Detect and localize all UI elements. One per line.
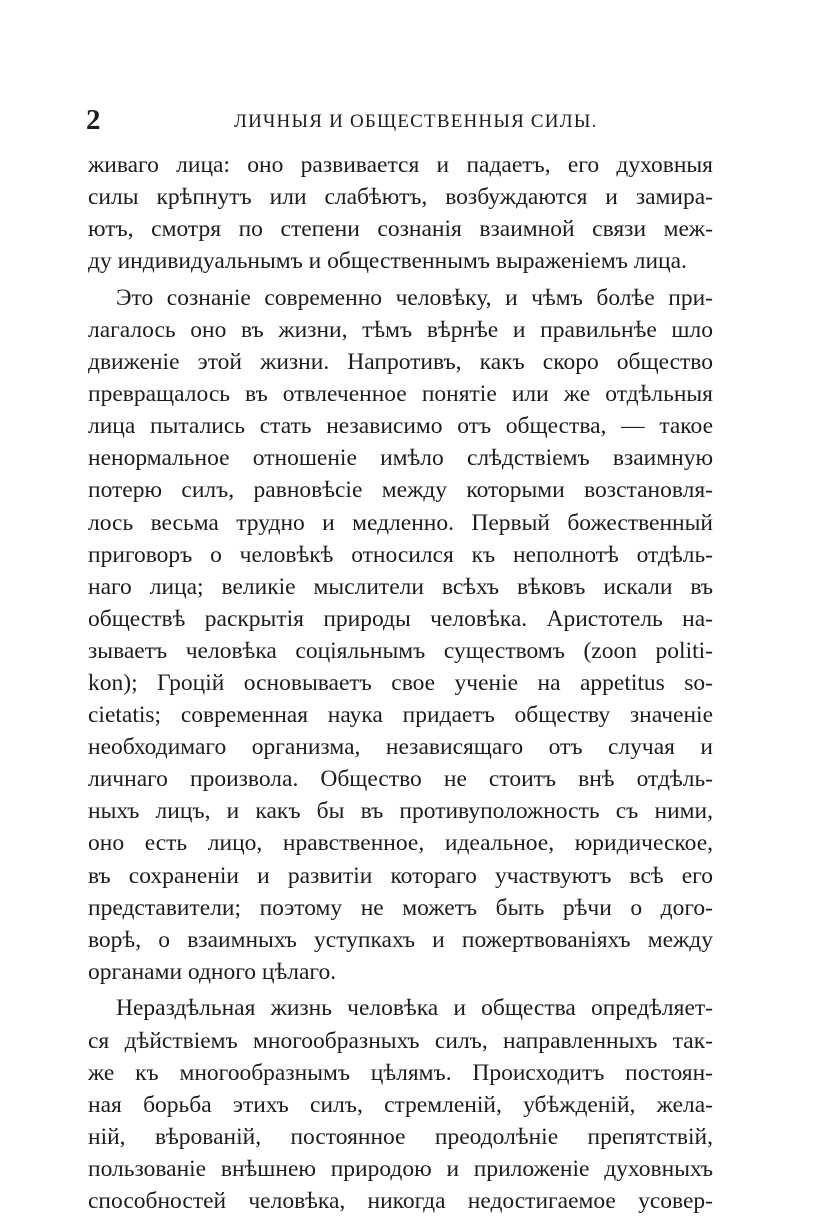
text-line: лица пытались стать независимо отъ общества, — такое xyxy=(88,413,713,440)
running-title: ЛИЧНЫЯ И ОБЩЕСТВЕННЫЯ СИЛЫ. xyxy=(234,111,598,132)
text-line: наго лица; великіе мыслители всѣхъ вѣковъ искали въ xyxy=(88,573,713,600)
page-number: 2 xyxy=(86,104,101,136)
text-line: пользованіе внѣшнею природою и приложеніе духовныхъ xyxy=(88,1155,713,1182)
text-line: ворѣ, о взаимныхъ уступкахъ и пожертвованіяхъ между xyxy=(88,926,713,953)
text-line: органами одного цѣлаго. xyxy=(88,958,337,985)
text-line: въ сохраненіи и развитіи котораго участвуютъ всѣ его xyxy=(88,862,713,889)
text-line: силы крѣпнутъ или слабѣютъ, возбуждаются и замира- xyxy=(88,184,713,211)
text-line: лагалось оно въ жизни, тѣмъ вѣрнѣе и правильнѣе шло xyxy=(88,316,713,343)
text-line: представители; поэтому не можетъ быть рѣчи о дого- xyxy=(88,894,713,921)
text-line: зываетъ человѣка соціяльнымъ существомъ (zoon politi- xyxy=(88,637,713,664)
text-line: ду индивидуальнымъ и общественнымъ выраженіемъ лица. xyxy=(88,248,687,275)
paragraph-1 xyxy=(88,149,713,277)
text-line: необходимаго организма, независящаго отъ случая и xyxy=(88,734,713,761)
text-line: способностей человѣка, никогда недостигаемое усовер- xyxy=(88,1188,713,1214)
paragraph-3 xyxy=(88,992,713,1217)
text-line: cietatis; современная наука придаетъ обществу значеніе xyxy=(88,702,713,729)
text-line: ся дѣйствіемъ многообразныхъ силъ, направленныхъ так- xyxy=(88,1027,713,1054)
text-line: личнаго произвола. Общество не стоитъ внѣ отдѣль- xyxy=(88,766,713,793)
text-line: ненормальное отношеніе имѣло слѣдствіемъ взаимную xyxy=(88,445,713,472)
text-line: живаго лица: оно развивается и падаетъ, его духовныя xyxy=(88,152,713,178)
text-line: потерю силъ, равновѣсіе между которыми возстановля- xyxy=(88,477,713,504)
text-line: же къ многообразнымъ цѣлямъ. Происходитъ постоян- xyxy=(88,1059,713,1086)
text-line: приговоръ о человѣкѣ относился къ неполнотѣ отдѣль- xyxy=(88,541,713,568)
text-line: kon); Гроцій основываетъ свое ученіе на appetitus so- xyxy=(88,670,713,696)
text-line: лось весьма трудно и медленно. Первый божественный xyxy=(88,509,713,536)
text-line: Это сознаніе современно человѣку, и чѣмъ болѣе при- xyxy=(116,284,713,311)
text-line: ютъ, смотря по степени сознанія взаимной связи меж- xyxy=(88,216,713,243)
text-line: оно есть лицо, нравственное, идеальное, юридическое, xyxy=(88,830,713,857)
text-line: обществѣ раскрытія природы человѣка. Аристотель на- xyxy=(88,605,713,632)
body-text xyxy=(88,149,713,1217)
text-line: движеніе этой жизни. Напротивъ, какъ скоро общество xyxy=(88,349,713,376)
text-line: ній, вѣрованій, постоянное преодолѣніе препятствій, xyxy=(88,1123,713,1150)
text-line: Нераздѣльная жизнь человѣка и общества опредѣляет- xyxy=(116,995,713,1022)
paragraph-2 xyxy=(88,282,713,988)
text-line: превращалось въ отвлеченное понятіе или же отдѣльныя xyxy=(88,381,713,408)
text-line: ная борьба этихъ силъ, стремленій, убѣжденій, жела- xyxy=(88,1091,713,1118)
text-line: ныхъ лицъ, и какъ бы въ противуположность съ ними, xyxy=(88,798,713,825)
